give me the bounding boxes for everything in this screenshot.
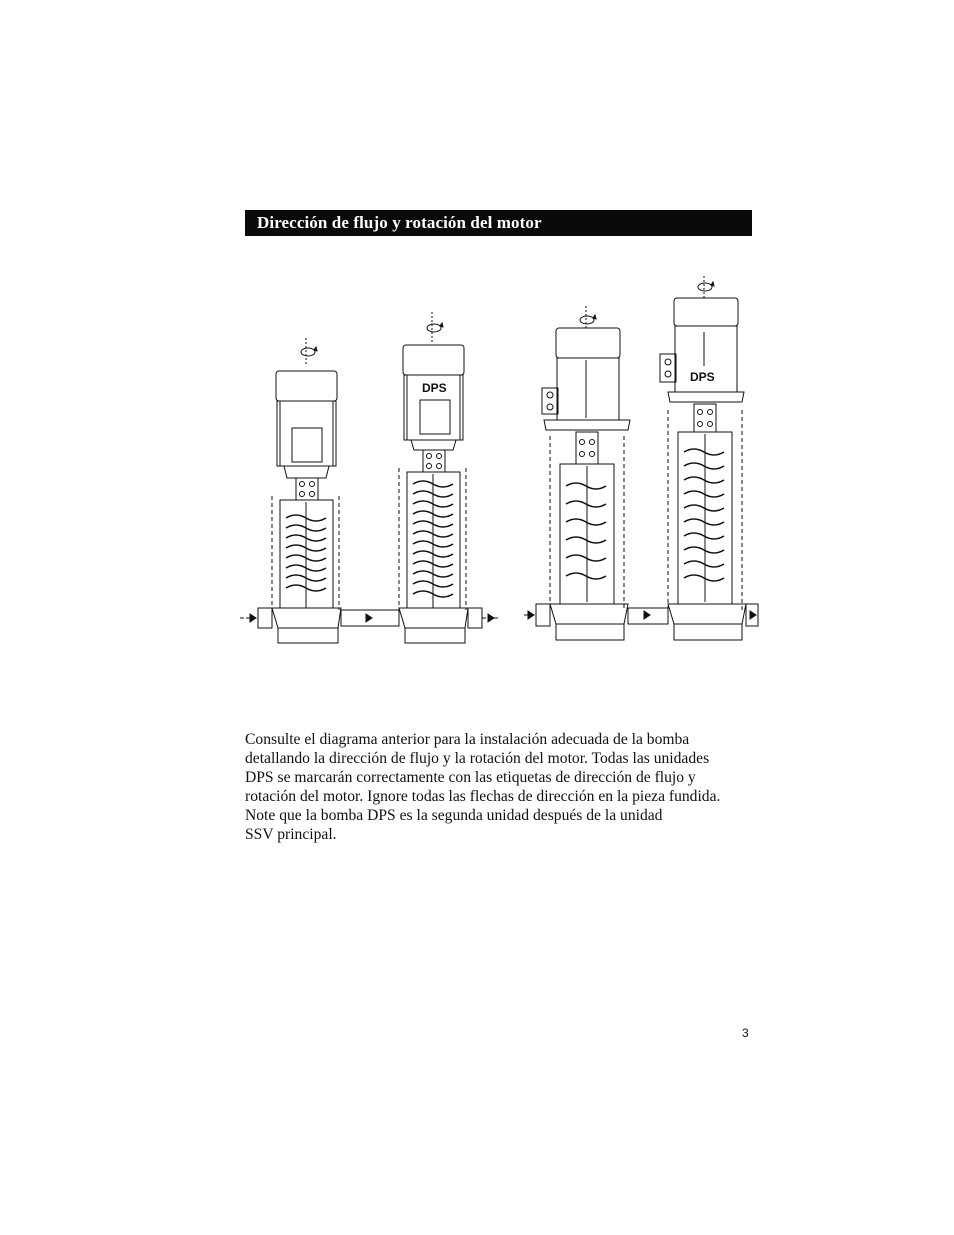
section-header-bar bbox=[245, 210, 752, 236]
rotation-arrow-icon bbox=[698, 276, 714, 298]
left-connecting-pipe bbox=[240, 608, 498, 628]
rotation-arrow-icon bbox=[580, 306, 596, 328]
section-title: Dirección de flujo y rotación del motor bbox=[257, 213, 542, 232]
page-number: 3 bbox=[742, 1026, 749, 1040]
left-dps-pump bbox=[399, 312, 468, 643]
left-pump-group bbox=[240, 312, 498, 643]
right-dps-pump bbox=[660, 276, 746, 640]
instructions-text bbox=[245, 730, 755, 844]
right-pump-group bbox=[524, 276, 758, 640]
dps-label: DPS bbox=[422, 381, 447, 395]
right-connecting-pipe bbox=[524, 604, 758, 626]
instructions-paragraph: Consulte el diagrama anterior para la instalación adecuada de la bomba detallando la dirección de flujo y la rotación del motor. Todas las unidades DPS se marcarán correctamente con las etiquetas de dirección de flujo y rotación del motor. Ignore todas las flechas de dirección en la pieza fundida. Note que la bomba DPS es la segunda unidad después de la unidad SSV principal. bbox=[245, 731, 721, 843]
rotation-arrow-icon bbox=[427, 312, 443, 342]
left-ssv-pump bbox=[272, 338, 341, 643]
dps-label: DPS bbox=[690, 370, 715, 384]
pump-installation-diagram bbox=[236, 270, 760, 660]
rotation-arrow-icon bbox=[301, 338, 317, 366]
right-ssv-pump bbox=[542, 306, 630, 640]
